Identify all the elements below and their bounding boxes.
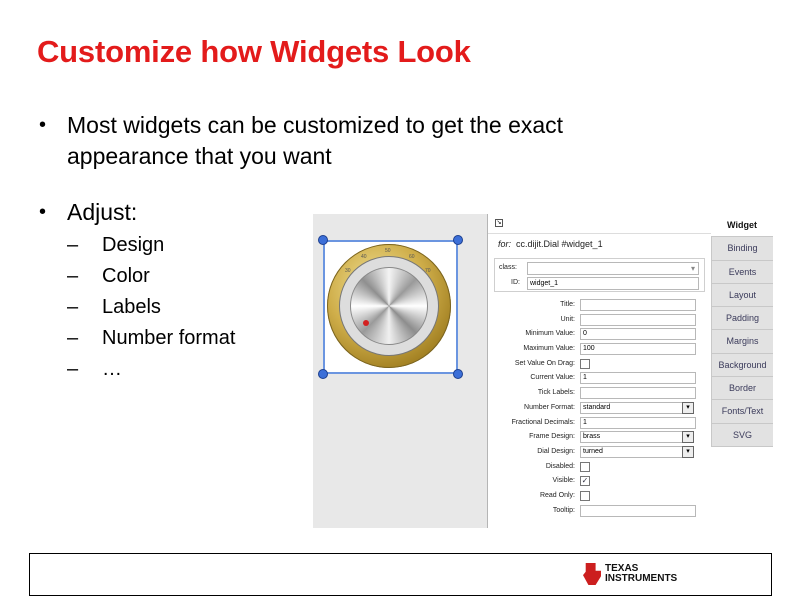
id-input[interactable]: widget_1 bbox=[527, 277, 699, 290]
dash-icon: – bbox=[67, 234, 79, 256]
tab-margins[interactable]: Margins bbox=[711, 330, 773, 353]
dial-knob[interactable] bbox=[350, 267, 428, 345]
sub-bullet-text: Design bbox=[102, 234, 165, 256]
property-label: Tick Labels: bbox=[537, 389, 575, 397]
property-value: brass bbox=[583, 433, 601, 441]
property-row bbox=[488, 489, 711, 504]
class-label: class: bbox=[499, 264, 517, 271]
logo-line: TEXAS bbox=[605, 563, 639, 574]
bullet-item bbox=[36, 110, 676, 172]
property-row bbox=[488, 313, 711, 328]
property-label: Fractional Decimals: bbox=[511, 418, 575, 426]
property-row bbox=[488, 460, 711, 475]
chevron-down-icon[interactable]: ▾ bbox=[682, 431, 694, 443]
sub-bullet-text: Number format bbox=[102, 327, 236, 349]
resize-handle[interactable] bbox=[453, 235, 463, 245]
tab-layout[interactable]: Layout bbox=[711, 284, 773, 307]
dash-icon: – bbox=[67, 327, 79, 349]
properties-toolbar bbox=[488, 214, 711, 234]
resize-handle[interactable] bbox=[318, 235, 328, 245]
property-label: Visible: bbox=[552, 477, 575, 485]
property-row bbox=[488, 298, 711, 313]
bullet-dot-icon: • bbox=[39, 114, 47, 136]
dash-icon: – bbox=[67, 358, 79, 380]
dial-indicator-icon bbox=[363, 320, 369, 326]
property-value: turned bbox=[583, 447, 603, 455]
property-checkbox[interactable] bbox=[580, 462, 590, 472]
tab-border[interactable]: Border bbox=[711, 377, 773, 400]
property-input[interactable] bbox=[580, 372, 696, 384]
id-row bbox=[495, 276, 704, 291]
property-label: Set Value On Drag: bbox=[514, 359, 575, 367]
property-row bbox=[488, 474, 711, 489]
property-tabs bbox=[711, 214, 773, 528]
chevron-down-icon[interactable]: ▾ bbox=[682, 402, 694, 414]
dial-tick-label: 60 bbox=[409, 254, 415, 260]
property-row bbox=[488, 357, 711, 372]
tab-svg[interactable]: SVG bbox=[711, 424, 773, 447]
expand-icon[interactable]: ↘ bbox=[496, 220, 502, 226]
property-input[interactable] bbox=[580, 417, 696, 429]
property-label: Disabled: bbox=[545, 462, 575, 470]
tab-background[interactable]: Background bbox=[711, 354, 773, 377]
property-label: Maximum Value: bbox=[523, 345, 575, 353]
ti-logo-icon bbox=[583, 563, 601, 585]
property-value: 1 bbox=[583, 374, 587, 382]
slide-footer bbox=[29, 553, 772, 596]
property-value: standard bbox=[583, 403, 611, 411]
property-input[interactable] bbox=[580, 328, 696, 340]
dial-tick-label: 70 bbox=[425, 268, 431, 274]
id-label: ID: bbox=[511, 279, 520, 286]
property-checkbox[interactable]: ✓ bbox=[581, 476, 589, 486]
property-row bbox=[488, 401, 711, 416]
tab-fonts-text[interactable]: Fonts/Text bbox=[711, 400, 773, 423]
sub-bullet-text: Color bbox=[102, 265, 150, 287]
property-label: Unit: bbox=[560, 315, 575, 323]
property-row bbox=[488, 416, 711, 431]
dial-tick-label: 30 bbox=[345, 268, 351, 274]
tab-binding[interactable]: Binding bbox=[711, 237, 773, 260]
slide-title: Customize how Widgets Look bbox=[37, 34, 471, 69]
property-checkbox[interactable] bbox=[580, 491, 590, 501]
class-select[interactable] bbox=[527, 262, 699, 275]
property-row bbox=[488, 504, 711, 519]
widget-identity bbox=[488, 234, 711, 254]
property-checkbox[interactable] bbox=[580, 359, 590, 369]
tab-padding[interactable]: Padding bbox=[711, 307, 773, 330]
dial-widget[interactable] bbox=[327, 244, 451, 368]
for-label: for: bbox=[498, 239, 512, 249]
property-label: Frame Design: bbox=[529, 433, 575, 441]
dial-tick-label: 40 bbox=[361, 254, 367, 260]
property-label: Tooltip: bbox=[552, 506, 575, 514]
resize-handle[interactable] bbox=[453, 369, 463, 379]
chevron-down-icon[interactable]: ▾ bbox=[682, 446, 694, 458]
property-row bbox=[488, 327, 711, 342]
property-row bbox=[488, 430, 711, 445]
dial-tick-label: 50 bbox=[385, 248, 391, 254]
logo-line: INSTRUMENTS bbox=[605, 573, 678, 584]
ti-logo-text bbox=[605, 564, 677, 584]
property-input[interactable] bbox=[580, 343, 696, 355]
property-value: 0 bbox=[583, 330, 587, 338]
property-select[interactable] bbox=[580, 446, 694, 458]
resize-handle[interactable] bbox=[318, 369, 328, 379]
tab-widget[interactable]: Widget bbox=[711, 214, 773, 237]
property-label: Dial Design: bbox=[537, 447, 575, 455]
property-row bbox=[488, 386, 711, 401]
property-input[interactable] bbox=[580, 387, 696, 399]
property-value: 100 bbox=[583, 345, 595, 353]
property-row bbox=[488, 445, 711, 460]
designer-screenshot bbox=[313, 214, 773, 528]
property-select[interactable] bbox=[580, 402, 694, 414]
sub-bullet-text: Labels bbox=[102, 296, 161, 318]
bullet-text: Most widgets can be customized to get the exact appearance that you want bbox=[67, 112, 564, 169]
property-label: Minimum Value: bbox=[525, 330, 575, 338]
dash-icon: – bbox=[67, 296, 79, 318]
design-canvas[interactable] bbox=[313, 214, 485, 528]
property-value: 1 bbox=[583, 418, 587, 426]
property-input[interactable] bbox=[580, 299, 696, 311]
class-row bbox=[495, 261, 704, 276]
property-label: Current Value: bbox=[530, 374, 575, 382]
bullet-dot-icon: • bbox=[39, 201, 47, 223]
property-input[interactable] bbox=[580, 505, 696, 517]
class-id-group bbox=[494, 258, 705, 292]
property-row bbox=[488, 371, 711, 386]
property-select[interactable] bbox=[580, 431, 694, 443]
dial-scale-ring bbox=[339, 256, 439, 356]
for-value: cc.dijit.Dial #widget_1 bbox=[516, 239, 603, 249]
tab-events[interactable]: Events bbox=[711, 261, 773, 284]
property-rows bbox=[488, 298, 711, 518]
property-label: Read Only: bbox=[539, 491, 575, 499]
bullet-text: Adjust: bbox=[67, 199, 138, 225]
properties-panel bbox=[487, 214, 711, 528]
property-label: Number Format: bbox=[524, 403, 575, 411]
property-input[interactable] bbox=[580, 314, 696, 326]
property-row bbox=[488, 342, 711, 357]
dash-icon: – bbox=[67, 265, 79, 287]
property-label: Title: bbox=[560, 301, 575, 308]
sub-bullet-text: … bbox=[102, 358, 122, 380]
